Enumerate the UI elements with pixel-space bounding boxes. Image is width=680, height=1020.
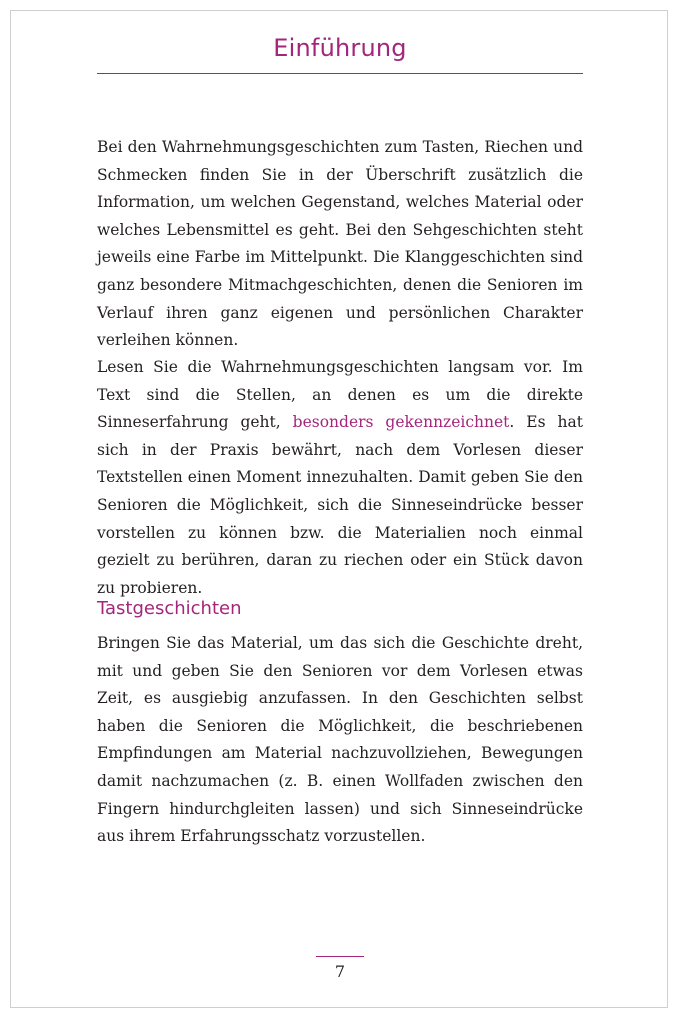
paragraph-tastgeschichten: Bringen Sie das Material, um das sich die Geschichte dreht, mit und geben Sie den Senioren vor dem Vorlesen etwas Zeit, es ausgiebig anzufassen. In den Geschichten selbst haben die Senioren die Möglichkeit, die beschriebenen Empfindungen am Material nachzuvollziehen, Bewegungen damit nachzumachen (z. B. einen Wollfaden zwischen den Fingern hindurchgleiten lassen) und sich Sinneseindrücke aus ihrem Erfahrungsschatz vorzustellen. [97,634,583,846]
page-title: Einführung [273,34,407,62]
page-number: 7 [334,962,346,981]
paragraph-reading-instructions [97,354,583,602]
paragraph-intro: Bei den Wahrnehmungsgeschichten zum Tasten, Riechen und Schmecken finden Sie in der Überschrift zusätzlich die Information, um welchen Gegenstand, welches Material oder welches Lebensmittel es geht. Bei den Sehgeschichten steht jeweils eine Farbe im Mittelpunkt. Die Klanggeschichten sind ganz besondere Mitmachgeschichten, denen die Senioren im Verlauf ihren ganz eigenen und persönlichen Charakter verleihen können. [97,138,583,350]
paragraph-text-after: . Es hat sich in der Praxis bewährt, nach dem Vorlesen dieser Textstellen einen Moment innezuhalten. Damit geben Sie den Senioren die Möglichkeit, sich die Sinneseindrücke besser vorstellen zu können bzw. die Materialien noch einmal gezielt zu berühren, daran zu riechen oder ein Stück davon zu probieren. [97,413,583,597]
section-heading: Tastgeschichten [97,598,242,619]
footer-divider [316,956,364,957]
highlighted-phrase: besonders gekennzeichnet [292,413,510,432]
header-divider [97,73,583,74]
paragraph-text-before: Lesen Sie die Wahrnehmungsgeschichten langsam vor. Im Text sind die Stellen, an denen es um die direkte Sinneserfahrung geht, [97,358,583,432]
